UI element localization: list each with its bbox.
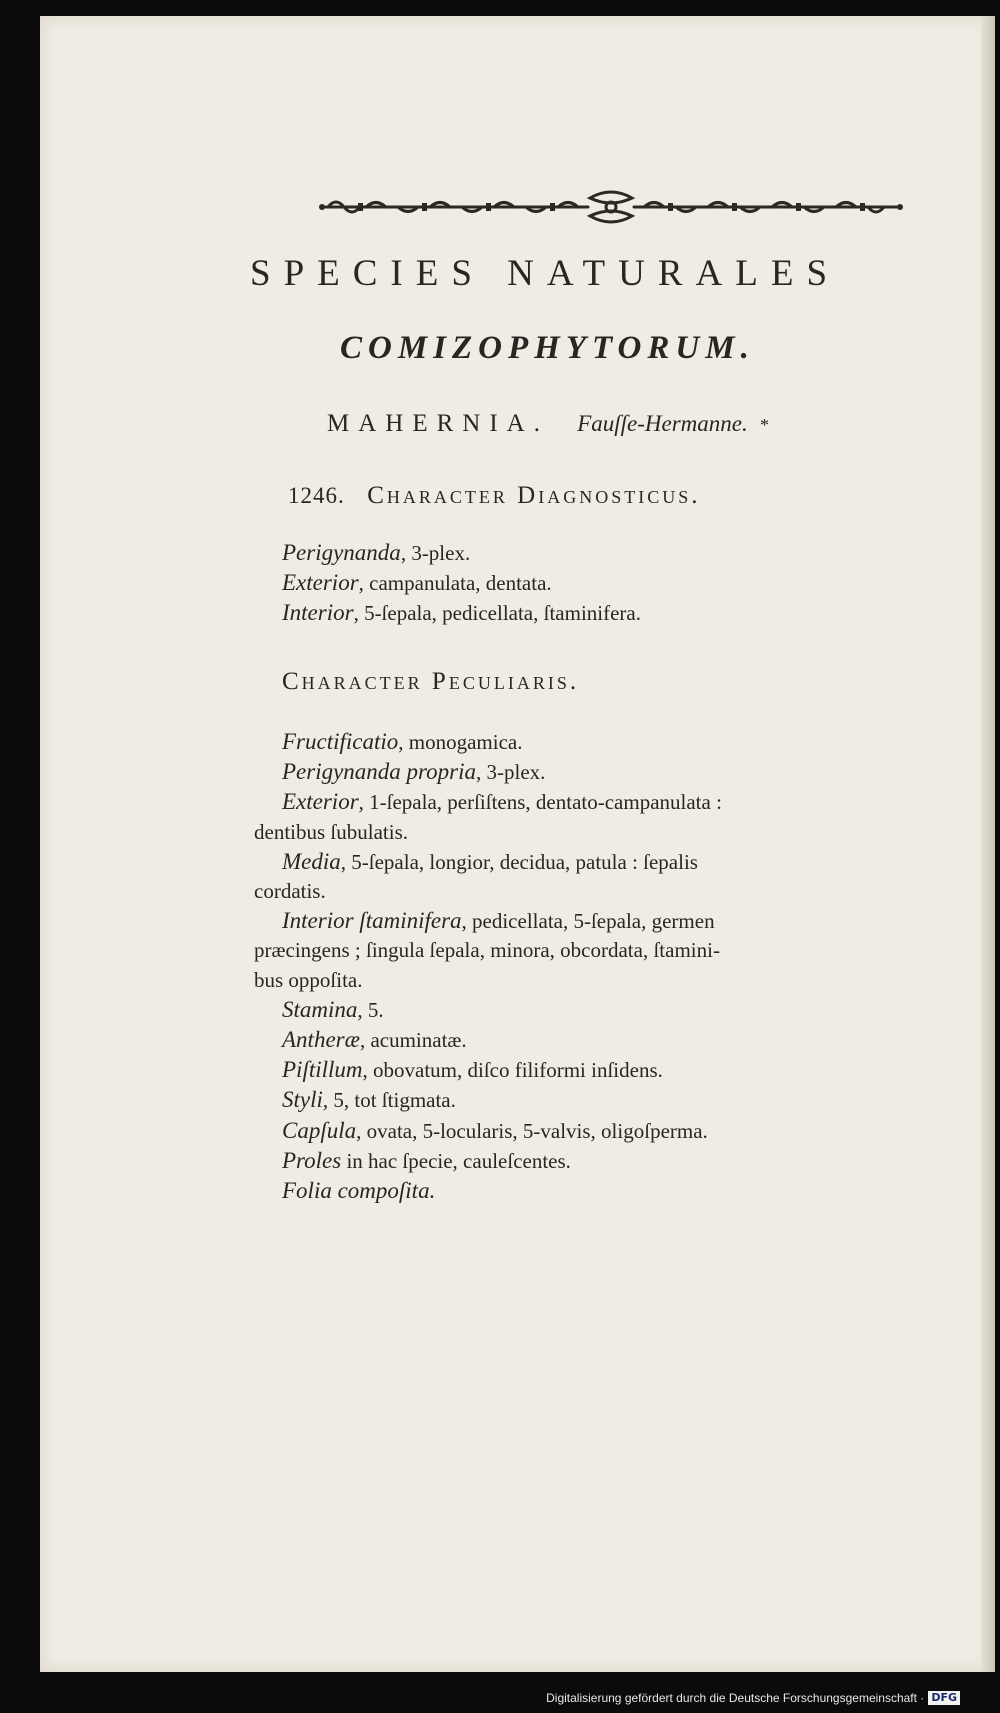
description: , obovatum, diſco filiformi inſidens. — [362, 1058, 663, 1083]
diagnosticus-block — [254, 538, 884, 629]
continuation-line: cordatis. — [254, 879, 326, 904]
description: , 3-plex. — [400, 541, 471, 565]
continuation-line: bus oppoſita. — [254, 967, 363, 992]
description: in hac ſpecie, cauleſcentes. — [341, 1148, 571, 1173]
list-item — [254, 847, 884, 877]
section-heading: Character Diagnosticus. — [367, 482, 701, 509]
description: , 1-ſepala, perſiſtens, dentato-campanulata : — [358, 790, 722, 815]
description: , ovata, 5-locularis, 5-valvis, oligoſperma. — [356, 1118, 708, 1143]
dfg-logo-icon: DFG — [928, 1691, 960, 1705]
page-edge — [981, 16, 995, 1672]
term: Media — [282, 848, 341, 874]
term: Folia compoſita. — [282, 1178, 436, 1204]
list-item — [254, 568, 884, 598]
digitization-footer-bar — [0, 1672, 1000, 1713]
term: Stamina — [282, 996, 358, 1022]
term: Perigynanda — [282, 540, 401, 565]
list-item — [254, 1176, 884, 1206]
description: , 5. — [357, 997, 384, 1022]
heading-character-diagnosticus — [288, 482, 701, 510]
list-item — [254, 757, 884, 787]
peculiaris-block — [254, 727, 884, 1206]
term: Fructificatio — [282, 729, 399, 754]
decorative-scroll-ornament-icon — [318, 186, 904, 228]
term: Proles — [282, 1147, 342, 1173]
description: , pedicellata, 5-ſepala, germen — [461, 909, 715, 934]
term: Styli — [282, 1087, 323, 1113]
description: , acuminatæ. — [359, 1028, 467, 1053]
list-item — [254, 906, 884, 936]
footnote-mark: * — [760, 415, 770, 435]
list-item — [254, 787, 884, 817]
term: Exterior — [282, 570, 359, 596]
page-subtitle: COMIZOPHYTORUM. — [340, 330, 755, 366]
genus-name: MAHERNIA. — [327, 410, 549, 437]
section-heading: Character Peculiaris. — [282, 668, 580, 695]
description: , 5-ſepala, pedicellata, ſtaminifera. — [353, 601, 641, 626]
list-item — [254, 1055, 884, 1085]
term: Interior — [282, 600, 354, 626]
description: , 5-ſepala, longior, decidua, patula : ſepalis — [340, 849, 698, 874]
term: Perigynanda propria — [282, 759, 476, 785]
list-item — [254, 598, 884, 628]
term: Piſtillum — [282, 1057, 363, 1083]
funding-notice — [546, 1691, 960, 1705]
list-item — [254, 1116, 884, 1146]
list-item — [254, 538, 884, 568]
heading-character-peculiaris — [282, 668, 579, 696]
list-item — [254, 727, 884, 757]
list-item — [254, 1085, 884, 1115]
term: Exterior — [282, 789, 359, 815]
list-item — [254, 1146, 884, 1176]
description: , campanulata, dentata. — [358, 571, 552, 596]
funding-text: Digitalisierung gefördert durch die Deutsche Forschungsgemeinschaft · — [546, 1691, 925, 1705]
description: , monogamica. — [398, 730, 523, 754]
term: Capſula — [282, 1117, 357, 1143]
page-title: SPECIES NATURALES — [250, 253, 841, 294]
genus-line — [327, 410, 887, 438]
description: , 5, tot ſtigmata. — [322, 1088, 456, 1113]
list-item — [254, 1025, 884, 1055]
term: Antheræ — [282, 1027, 360, 1053]
genus-french-name: Fauſſe-Hermanne. — [577, 411, 748, 436]
continuation-line: præcingens ; ſingula ſepala, minora, obcordata, ſtamini- — [254, 938, 720, 963]
paragraph-number: 1246. — [288, 483, 345, 508]
description: , 3-plex. — [476, 760, 546, 785]
list-item — [254, 995, 884, 1025]
term: Interior ſtaminifera — [282, 908, 462, 934]
continuation-line: dentibus ſubulatis. — [254, 819, 408, 844]
